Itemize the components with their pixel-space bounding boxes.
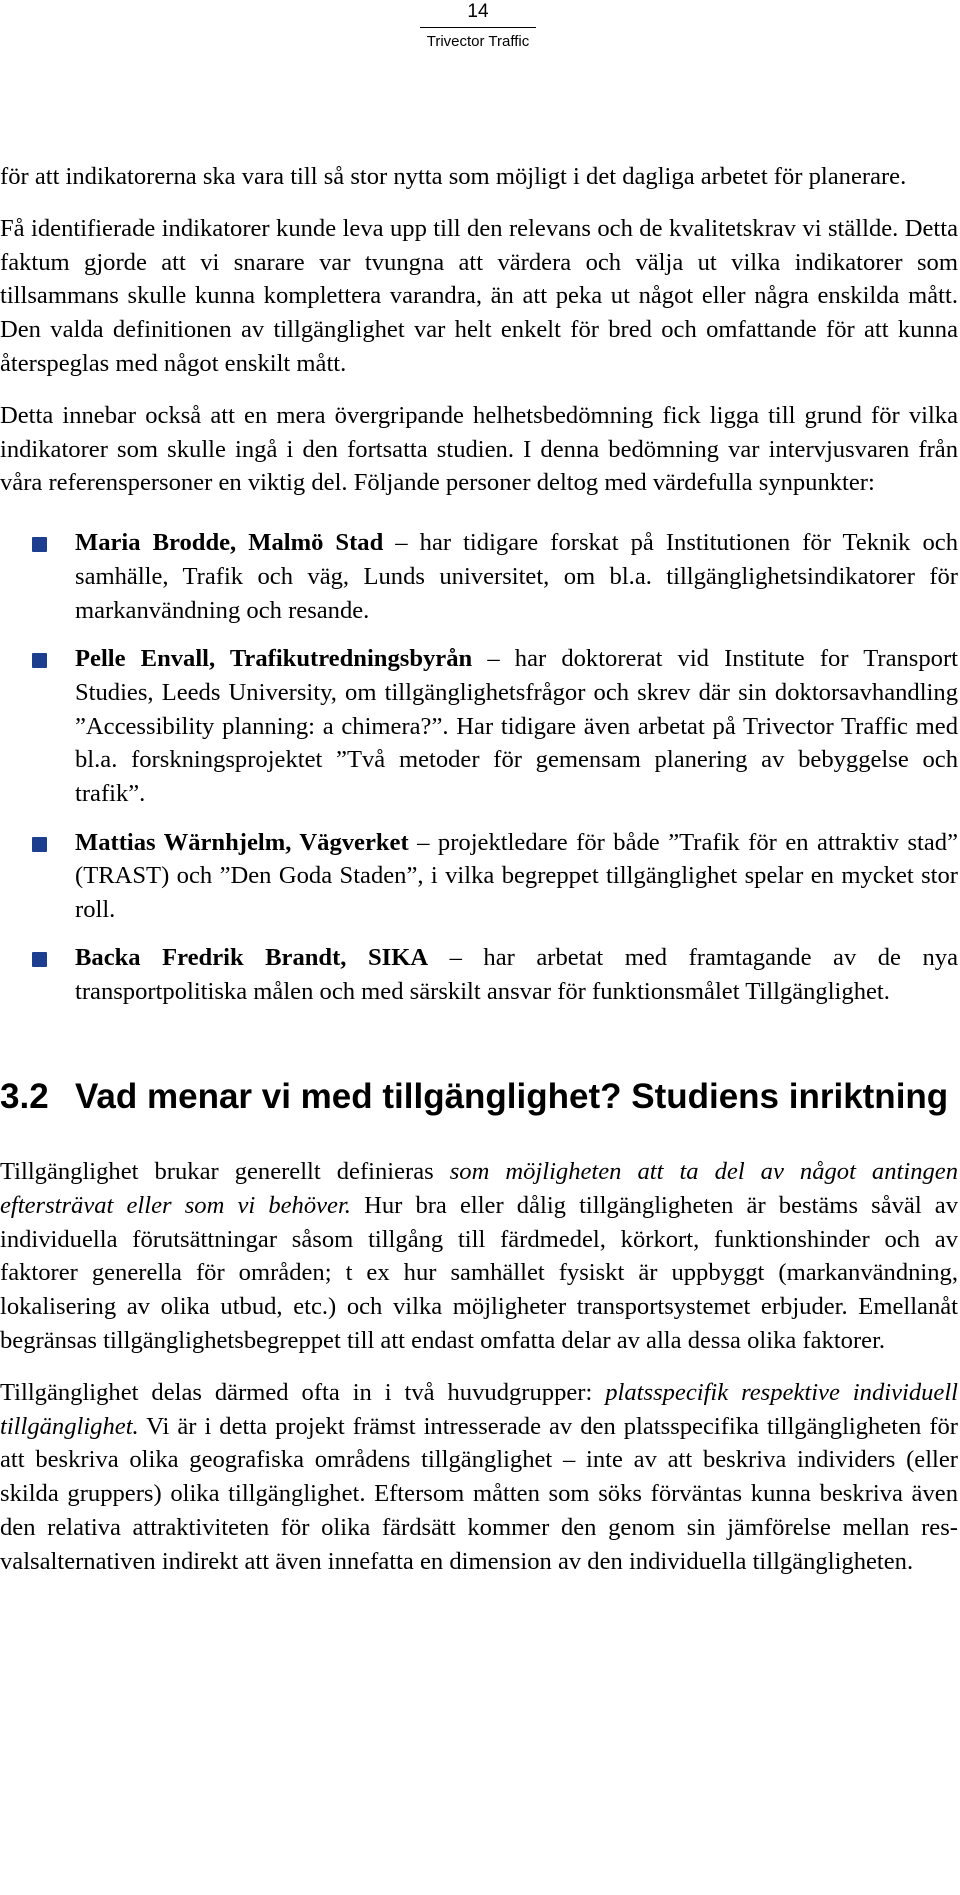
person-name: Maria Brodde, Malmö Stad xyxy=(75,529,384,557)
square-bullet-icon xyxy=(32,537,47,552)
square-bullet-icon xyxy=(32,952,47,967)
section-heading xyxy=(0,1075,958,1119)
section-title: Vad menar vi med tillgänglighet? Studiens inriktning xyxy=(75,1077,949,1117)
paragraph-indicators: Få identifierade indikatorer kunde leva upp till den relevans och de kvalitetskrav vi ställde. Detta faktum gjorde att vi snarare var tvungna att värdera och välja ut vilka indikatorer som tillsammans skulle kunna komplettera varandra, än att peka ut något eller några enskilda mått. Den valda definitionen av tillgänglighet var helt enkelt för bred och omfattande för att kunna återspeglas med något enskilt mått. xyxy=(0,214,958,377)
list-item xyxy=(0,526,958,627)
paragraph-definition xyxy=(0,1155,958,1358)
person-description: – har tidigare forskat på Institutionen för Teknik och samhälle, Trafik och väg, Lunds universitet, om bl.a. tillgänglighetsindikatorer för markanvändning och resande. xyxy=(75,529,959,624)
list-item xyxy=(0,642,958,811)
running-title: Trivector Traffic xyxy=(426,33,530,50)
list-item xyxy=(0,941,958,1009)
paragraph-emphasis: platsspecifik respektive individuell tillgänglighet. xyxy=(0,1378,958,1440)
page-body xyxy=(0,160,958,1579)
paragraph-text: Hur bra eller dålig tillgängligheten är bestäms såväl av individuella förutsättningar såsom tillgång till färdmedel, körkort, funktionshinder och av faktorer generella för områden; t ex hur samhället fysiskt är uppbyggt (markanvändning, lokalisering av olika utbud, etc.) och vilka möjligheter transportsystemet erbjuder. Emellanåt begränsas tillgänglighetsbegreppet till att endast omfatta delar av alla dessa olika faktorer. xyxy=(0,1191,958,1355)
section-number: 3.2 xyxy=(0,1077,49,1117)
list-item xyxy=(0,826,958,927)
person-name: Backa Fredrik Brandt, SIKA xyxy=(75,944,429,972)
person-description: – har arbetat med framtagande av de nya transportpolitiska målen och med särskilt ansvar för funktionsmålet Tillgänglighet. xyxy=(75,944,958,1006)
paragraph-text: Tillgänglighet delas därmed ofta in i två huvudgrupper: xyxy=(0,1378,606,1406)
page-header xyxy=(420,0,536,52)
square-bullet-icon xyxy=(32,653,47,668)
person-description: – har doktorerat vid Institute for Transport Studies, Leeds University, om tillgänglighetsfrågor och skrev där sin doktorsavhandling ”Accessibility planning: a chimera?”. Har tidigare även arbetat på Trivector Traffic med bl.a. forskningsprojektet ”Två metoder för gemensam planering av bebyggelse och trafik”. xyxy=(75,645,958,808)
person-name: Mattias Wärnhjelm, Vägverket xyxy=(75,828,409,856)
paragraph-main-groups xyxy=(0,1376,958,1579)
person-description: – projektledare för både ”Trafik för en attraktiv stad” (TRAST) och ”Den Goda Staden”, i vilka begreppet tillgänglighet spelar en mycket stor roll. xyxy=(75,828,958,924)
paragraph-assessment: Detta innebar också att en mera övergripande helhetsbedömning fick ligga till grund för vilka indikatorer som skulle ingå i den fortsatta studien. I denna bedömning var intervjusvaren från våra referenspersoner en viktig del. Följande personer deltog med värdefulla synpunkter: xyxy=(0,401,958,497)
page-number: 14 xyxy=(420,0,536,28)
paragraph-text: Vi är i detta projekt främst intresserade av den platsspecifika tillgängligheten för att beskriva olika geografiska områdens tillgänglighet – inte av att beskriva individers (eller skilda gruppers) olika tillgänglighet. Eftersom måtten som söks förväntas kunna beskriva även den relativa attraktiviteten för olika färdsätt kommer den genom sin jämförelse mellan resvalsalternativen indirekt att även innefatta en dimension av den individuella tillgängligheten. xyxy=(0,1412,958,1575)
square-bullet-icon xyxy=(32,837,47,852)
person-name: Pelle Envall, Trafikutredningsbyrån xyxy=(75,645,473,673)
paragraph-emphasis: som möjligheten att ta del av något antingen eftersträvat eller som vi behöver. xyxy=(0,1158,959,1219)
reference-persons-list xyxy=(0,526,958,1009)
paragraph-text: Tillgänglighet brukar generellt definieras xyxy=(0,1158,450,1186)
paragraph-intro: för att indikatorerna ska vara till så stor nytta som möjligt i det dagliga arbetet för planerare. xyxy=(0,163,907,190)
